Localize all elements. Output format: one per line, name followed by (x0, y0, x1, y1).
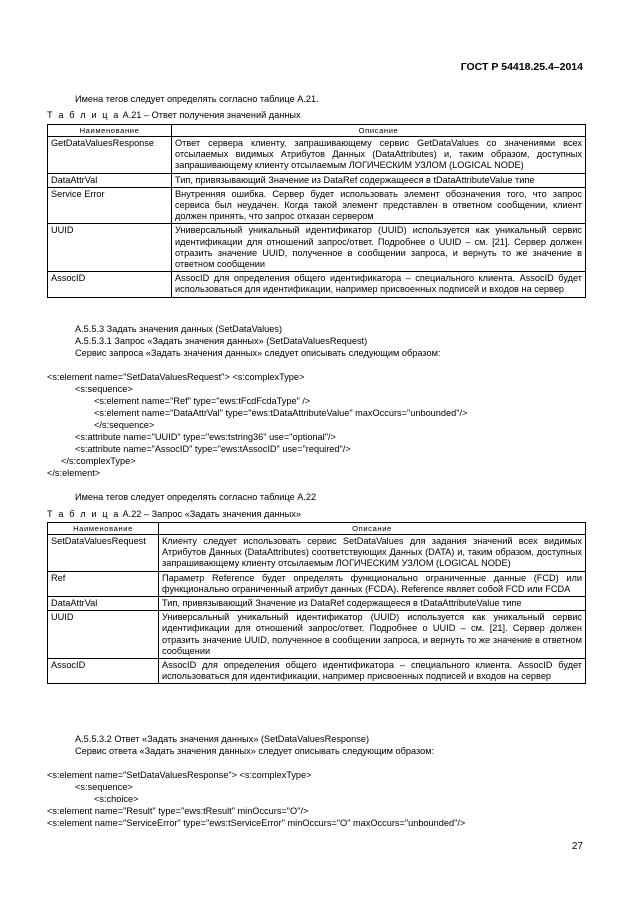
table-row (48, 173, 586, 187)
table-row (48, 597, 586, 611)
code-line: <s:element name="SetDataValuesRequest"> <s:complexType> (47, 372, 305, 382)
column-header-description: Описание (172, 125, 586, 137)
table-row (48, 535, 586, 572)
standard-header: ГОСТ Р 54418.25.4–2014 (460, 61, 583, 73)
page-number: 27 (571, 841, 583, 852)
cell-name: UUID (48, 224, 172, 272)
cell-description: Ответ сервера клиенту, запрашивающему сервис GetDataValues со значениями всех отсылаемых видимых Атрибутов Данных (DataAttributes) и, таким образом, доступных запрашивающему клиенту отсылаемым ЛОГИЧЕСКИМ УЗЛОМ (LOGICAL NODE) (172, 137, 586, 174)
table-row (48, 659, 586, 684)
code-line: <s:element name="DataAttrVal" type="ews:tDataAttributeValue" maxOccurs="unbounded"/> (94, 408, 468, 418)
cell-description: Параметр Reference будет определять функционально ограниченные данные (FCD) или функционально ограниченный атрибут данных (FCDA). Reference являет собой FCD или FCDA (159, 571, 586, 596)
table-a22-caption (47, 509, 301, 519)
cell-name: Service Error (48, 187, 172, 224)
table-row (48, 137, 586, 174)
cell-name: DataAttrVal (48, 597, 159, 611)
cell-description: Универсальный уникальный идентификатор (UUID) используется как уникальный сервис идентификации для отношений запрос/ответ. Подробнее о UUID – см. [21]. Сервер должен отразить значение UUID, полученное в сообщении запроса, и вернуть то же значение в ответном сообщении (172, 224, 586, 272)
code-line: <s:element name="Result" type="ews:tResult" minOccurs="O"/> (47, 806, 309, 816)
cell-name: DataAttrVal (48, 173, 172, 187)
table-a22 (47, 522, 586, 684)
code-line: <s:attribute name="AssocID" type="ews:tAssocID" use="required"/> (75, 444, 351, 454)
section-paragraph: Сервис ответа «Задать значения данных» следует описывать следующим образом: (75, 746, 435, 756)
section-paragraph: Сервис запроса «Задать значения данных» следует описывать следующим образом: (75, 348, 441, 358)
cell-description: Тип, привязывающий Значение из DataRef содержащееся в tDataAttributeValue типе (172, 173, 586, 187)
code-line: </s:complexType> (61, 456, 136, 466)
cell-description: AssocID для определения общего идентификатора – специального клиента. AssocID будет использоваться для идентификации, например присвоенных подписей и входов на сервер (172, 272, 586, 297)
intro-text-2: Имена тегов следует определять согласно таблице А.22 (75, 492, 317, 502)
cell-description: Универсальный уникальный идентификатор (UUID) используется как уникальный сервис идентификации для отношений запрос/ответ. Подробнее о UUID – см. [21]. Сервер должен отразить значение UUID, полученное в сообщении запроса, и вернуть то же значение в ответном сообщении (159, 611, 586, 659)
table-row (48, 611, 586, 659)
code-line: </s:sequence> (94, 420, 155, 430)
intro-text-1: Имена тегов следует определять согласно таблице А.21. (75, 94, 319, 104)
table-a21 (47, 124, 586, 298)
cell-description: Внутренняя ошибка. Сервер будет использовать элемент обозначения того, что запрос сервиса был неудачен. Когда такой элемент представлен в ответном сообщении, клиент должен принять, что запрос отказан сервером (172, 187, 586, 224)
table-caption-prefix: Т а б л и ц а (47, 509, 120, 519)
code-line: <s:element name="Ref" type="ews:tFcdFcdaType" /> (94, 396, 311, 406)
table-caption-text: А.21 – Ответ получения значений данных (119, 110, 301, 120)
table-header-row (48, 125, 586, 137)
code-line: </s:element> (47, 468, 101, 478)
cell-description: Клиенту следует использовать сервис SetDataValues для задания значений всех видимых Атрибутов Данных (DataAttributes) соответствующих Данных (DATA) и, таким образом, доступных запрашивающему клиенту отсылаемым ЛОГИЧЕСКИМ УЗЛОМ (LOGICAL NODE) (159, 535, 586, 572)
code-line: <s:attribute name="UUID" type="ews:tstring36" use="optional"/> (75, 432, 336, 442)
column-header-description: Описание (159, 523, 586, 535)
table-row (48, 272, 586, 297)
cell-name: AssocID (48, 272, 172, 297)
cell-name: AssocID (48, 659, 159, 684)
table-row (48, 224, 586, 272)
cell-name: UUID (48, 611, 159, 659)
cell-description: Тип, привязывающий Значение из DataRef содержащееся в tDataAttributeValue типе (159, 597, 586, 611)
column-header-name: Наименование (48, 523, 159, 535)
table-caption-text: А.22 – Запрос «Задать значения данных» (119, 509, 301, 519)
table-row (48, 571, 586, 596)
section-heading-a5-5-3-2: А.5.5.3.2 Ответ «Задать значения данных» (SetDataValuesResponse) (75, 734, 370, 744)
table-row (48, 187, 586, 224)
code-line: <s:choice> (94, 794, 139, 804)
code-line: <s:sequence> (75, 782, 133, 792)
table-header-row (48, 523, 586, 535)
cell-description: AssocID для определения общего идентификатора – специального клиента. AssocID будет использоваться для идентификации, например присвоенных подписей и входов на сервер (159, 659, 586, 684)
code-line: <s:element name="ServiceError" type="ews:tServiceError" minOccurs="O" maxOccurs="unbounded"/> (47, 818, 466, 828)
cell-name: Ref (48, 571, 159, 596)
code-line: <s:sequence> (75, 384, 133, 394)
cell-name: GetDataValuesResponse (48, 137, 172, 174)
table-a21-caption (47, 110, 301, 120)
column-header-name: Наименование (48, 125, 172, 137)
code-line: <s:element name="SetDataValuesResponse"> <s:complexType> (47, 770, 312, 780)
cell-name: SetDataValuesRequest (48, 535, 159, 572)
section-heading-a5-5-3-1: А.5.5.3.1 Запрос «Задать значения данных» (SetDataValuesRequest) (75, 336, 368, 346)
section-heading-a5-5-3: А.5.5.3 Задать значения данных (SetDataValues) (75, 324, 283, 334)
table-caption-prefix: Т а б л и ц а (47, 110, 120, 120)
